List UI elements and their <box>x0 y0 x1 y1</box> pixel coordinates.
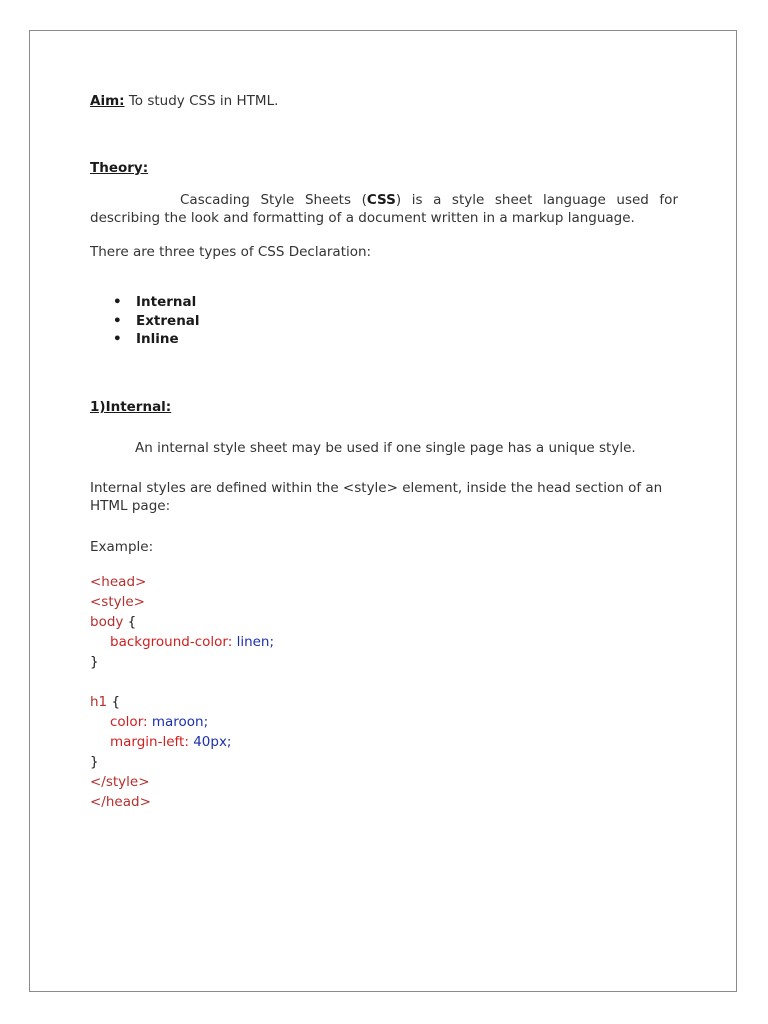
internal-heading: 1)Internal: <box>90 399 172 415</box>
code-prop-color: color: <box>110 714 148 730</box>
theory-text-bold: CSS <box>366 192 396 208</box>
aim-text: To study CSS in HTML. <box>124 93 279 109</box>
types-intro: There are three types of CSS Declaration: <box>90 244 372 260</box>
code-selector-h1: h1 <box>90 694 108 710</box>
code-val-background: linen; <box>232 634 275 650</box>
code-style-open: <style> <box>90 594 145 610</box>
list-item: • Extrenal <box>113 312 200 331</box>
theory-text-start: Cascading Style Sheets ( <box>180 192 367 208</box>
code-val-margin: 40px; <box>188 734 232 750</box>
code-val-color: maroon; <box>147 714 209 730</box>
theory-paragraph <box>90 191 678 227</box>
code-head-close: </head> <box>90 794 151 810</box>
aim-line <box>90 92 278 110</box>
types-list <box>113 293 200 349</box>
code-brace-open: { <box>123 614 137 630</box>
list-item: • Inline <box>113 330 200 349</box>
code-prop-background: background-color: <box>110 634 233 650</box>
code-head-open: <head> <box>90 574 147 590</box>
code-example <box>90 572 274 812</box>
internal-paragraph-1: An internal style sheet may be used if one single page has a unique style. <box>135 440 636 456</box>
theory-text-end: ) is a style sheet language used for describing the look and formatting of a document written in a markup language. <box>90 192 678 226</box>
code-brace-open: { <box>107 694 121 710</box>
aim-label: Aim: <box>90 93 125 109</box>
list-item: • Internal <box>113 293 200 312</box>
theory-heading: Theory: <box>90 160 149 176</box>
internal-paragraph-2: Internal styles are defined within the <style> element, inside the head section of an HTML page: <box>90 480 663 514</box>
code-brace-close: } <box>90 754 99 770</box>
code-style-close: </style> <box>90 774 150 790</box>
example-label: Example: <box>90 539 154 555</box>
code-brace-close: } <box>90 654 99 670</box>
code-prop-margin: margin-left: <box>110 734 189 750</box>
code-selector-body: body <box>90 614 124 630</box>
